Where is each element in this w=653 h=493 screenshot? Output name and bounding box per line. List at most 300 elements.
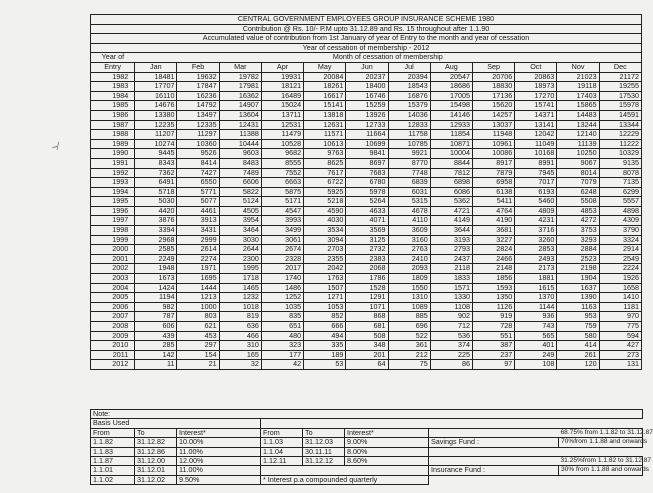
value-cell: 273 xyxy=(599,350,641,360)
entry-year: 2005 xyxy=(91,293,135,303)
value-cell: 86 xyxy=(430,360,472,370)
value-cell: 20547 xyxy=(430,72,472,82)
entry-year: 2008 xyxy=(91,322,135,332)
table-row xyxy=(91,130,642,140)
value-cell: 14676 xyxy=(135,101,177,111)
value-cell: 4853 xyxy=(557,206,599,216)
value-cell: 2300 xyxy=(219,254,261,264)
value-cell: 18121 xyxy=(261,82,303,92)
value-cell: 16362 xyxy=(219,91,261,101)
rate-interest: 11.00% xyxy=(177,466,261,475)
value-cell: 2999 xyxy=(177,235,219,245)
value-cell: 2884 xyxy=(557,245,599,255)
value-cell: 14371 xyxy=(515,110,557,120)
value-cell: 636 xyxy=(219,322,261,332)
value-cell: 8917 xyxy=(472,158,514,168)
value-cell: 11139 xyxy=(557,139,599,149)
value-cell: 7017 xyxy=(515,178,557,188)
rate-from: 1.1.82 xyxy=(91,438,135,447)
value-cell: 18973 xyxy=(515,82,557,92)
value-cell: 4309 xyxy=(599,216,641,226)
value-cell: 2466 xyxy=(472,254,514,264)
rate-from: 1.12.11 xyxy=(261,457,303,466)
rate-to: 31.12.03 xyxy=(303,438,345,447)
value-cell: 10785 xyxy=(388,139,430,149)
value-cell: 11854 xyxy=(430,130,472,140)
value-cell: 2914 xyxy=(599,245,641,255)
table-row xyxy=(91,178,642,188)
value-cell: 9445 xyxy=(135,149,177,159)
value-cell: 1310 xyxy=(388,293,430,303)
from-header: From xyxy=(261,428,303,437)
entry-year: 2004 xyxy=(91,283,135,293)
value-cell: 1410 xyxy=(599,293,641,303)
value-cell: 3644 xyxy=(430,226,472,236)
rate-interest: 10.00% xyxy=(177,438,261,447)
value-cell: 2410 xyxy=(388,254,430,264)
value-cell: 3227 xyxy=(472,235,514,245)
value-cell: 2493 xyxy=(515,254,557,264)
value-cell: 819 xyxy=(219,312,261,322)
rate-from: 1.1.83 xyxy=(91,447,135,456)
value-cell: 1507 xyxy=(304,283,346,293)
value-cell: 12229 xyxy=(599,130,641,140)
value-cell: 8991 xyxy=(515,158,557,168)
value-cell: 3954 xyxy=(219,216,261,226)
value-cell: 16617 xyxy=(304,91,346,101)
value-cell: 1144 xyxy=(515,302,557,312)
value-cell: 7879 xyxy=(472,168,514,178)
month-header: May xyxy=(304,62,346,72)
value-cell: 3716 xyxy=(515,226,557,236)
value-cell: 5362 xyxy=(430,197,472,207)
value-cell: 11049 xyxy=(515,139,557,149)
value-cell: 3534 xyxy=(304,226,346,236)
value-cell: 7427 xyxy=(177,168,219,178)
value-cell: 64 xyxy=(346,360,388,370)
value-cell: 97 xyxy=(472,360,514,370)
value-cell: 11571 xyxy=(304,130,346,140)
value-cell: 1550 xyxy=(388,283,430,293)
value-cell: 3499 xyxy=(261,226,303,236)
value-cell: 17005 xyxy=(430,91,472,101)
value-cell: 8343 xyxy=(135,158,177,168)
value-cell: 775 xyxy=(599,322,641,332)
value-cell: 1000 xyxy=(177,302,219,312)
month-header: Sep xyxy=(472,62,514,72)
value-cell: 3876 xyxy=(135,216,177,226)
value-cell: 5030 xyxy=(135,197,177,207)
value-cell: 18481 xyxy=(135,72,177,82)
value-cell: 3394 xyxy=(135,226,177,236)
value-cell: 6138 xyxy=(472,187,514,197)
value-cell: 1995 xyxy=(219,264,261,274)
table-row xyxy=(91,158,642,168)
value-cell: 348 xyxy=(346,341,388,351)
value-cell: 439 xyxy=(135,331,177,341)
value-cell: 3260 xyxy=(515,235,557,245)
value-cell: 1673 xyxy=(135,274,177,284)
value-cell: 387 xyxy=(472,341,514,351)
rate-from: 1.1.02 xyxy=(91,475,135,484)
value-cell: 20084 xyxy=(304,72,346,82)
value-cell: 9067 xyxy=(557,158,599,168)
value-cell: 6663 xyxy=(261,178,303,188)
value-cell: 1035 xyxy=(261,302,303,312)
value-cell: 225 xyxy=(430,350,472,360)
value-cell: 666 xyxy=(304,322,346,332)
value-cell: 1695 xyxy=(177,274,219,284)
value-cell: 16876 xyxy=(388,91,430,101)
value-cell: 6248 xyxy=(557,187,599,197)
value-cell: 1089 xyxy=(388,302,430,312)
contribution-rate: Contribution @ Rs. 10/- P.M upto 31.12.89 and Rs. 15 throughout after 1.1.90 xyxy=(91,24,642,34)
value-cell: 11 xyxy=(135,360,177,370)
value-cell: 4190 xyxy=(472,216,514,226)
to-header: To xyxy=(135,428,177,437)
value-cell: 3324 xyxy=(599,235,641,245)
value-cell: 1213 xyxy=(177,293,219,303)
accumulated-note: Accumulated value of contribution from 1st January of year of Entry to the month and year of cessation xyxy=(91,34,642,44)
value-cell: 1718 xyxy=(219,274,261,284)
value-cell: 15741 xyxy=(515,101,557,111)
value-cell: 6299 xyxy=(599,187,641,197)
value-cell: 14146 xyxy=(430,110,472,120)
value-cell: 2763 xyxy=(388,245,430,255)
entry-year: 1998 xyxy=(91,226,135,236)
table-row xyxy=(91,226,642,236)
value-cell: 8697 xyxy=(346,158,388,168)
value-cell: 10274 xyxy=(135,139,177,149)
rate-interest: 11.00% xyxy=(177,447,261,456)
value-cell: 11222 xyxy=(599,139,641,149)
value-cell: 594 xyxy=(599,331,641,341)
value-cell: 5264 xyxy=(346,197,388,207)
value-cell: 19632 xyxy=(177,72,219,82)
value-cell: 7812 xyxy=(430,168,472,178)
insurance-rate-1: 31.25%from 1.1.82 to 31.12.87 xyxy=(560,457,652,465)
value-cell: 142 xyxy=(135,350,177,360)
value-cell: 1271 xyxy=(304,293,346,303)
table-row xyxy=(91,293,642,303)
rate-to: 31.12.02 xyxy=(135,475,177,484)
value-cell: 1786 xyxy=(346,274,388,284)
value-cell: 20706 xyxy=(472,72,514,82)
value-cell: 4590 xyxy=(304,206,346,216)
value-cell: 17847 xyxy=(177,82,219,92)
value-cell: 12833 xyxy=(388,120,430,130)
value-cell: 20863 xyxy=(515,72,557,82)
rate-interest: 9.50% xyxy=(177,475,261,484)
value-cell: 10961 xyxy=(472,139,514,149)
month-header: Oct xyxy=(515,62,557,72)
value-cell: 8014 xyxy=(557,168,599,178)
value-cell: 7135 xyxy=(599,178,641,188)
savings-fund-label: Savings Fund : xyxy=(429,438,559,447)
value-cell: 13344 xyxy=(599,120,641,130)
value-cell: 1465 xyxy=(219,283,261,293)
value-cell: 3993 xyxy=(261,216,303,226)
value-cell: 14792 xyxy=(177,101,219,111)
value-cell: 5218 xyxy=(304,197,346,207)
value-cell: 2042 xyxy=(304,264,346,274)
value-cell: 6606 xyxy=(219,178,261,188)
value-cell: 1071 xyxy=(346,302,388,312)
value-cell: 18261 xyxy=(304,82,346,92)
value-cell: 953 xyxy=(557,312,599,322)
value-cell: 1881 xyxy=(515,274,557,284)
entry-year: 1986 xyxy=(91,110,135,120)
value-cell: 131 xyxy=(599,360,641,370)
value-cell: 7552 xyxy=(261,168,303,178)
value-cell: 10528 xyxy=(261,139,303,149)
cessation-month: Month of cessation of membership xyxy=(135,53,642,63)
value-cell: 323 xyxy=(261,341,303,351)
value-cell: 17403 xyxy=(557,91,599,101)
value-cell: 13037 xyxy=(472,120,514,130)
value-cell: 1637 xyxy=(557,283,599,293)
value-cell: 21172 xyxy=(599,72,641,82)
value-cell: 1444 xyxy=(177,283,219,293)
value-cell: 212 xyxy=(388,350,430,360)
value-cell: 681 xyxy=(346,322,388,332)
value-cell: 13711 xyxy=(261,110,303,120)
value-cell: 1350 xyxy=(472,293,514,303)
value-cell: 651 xyxy=(261,322,303,332)
entry-year: 1982 xyxy=(91,72,135,82)
value-cell: 2968 xyxy=(135,235,177,245)
value-cell: 1615 xyxy=(515,283,557,293)
value-cell: 803 xyxy=(177,312,219,322)
value-cell: 480 xyxy=(261,331,303,341)
entry-year: 2003 xyxy=(91,274,135,284)
value-cell: 3464 xyxy=(219,226,261,236)
value-cell: 1053 xyxy=(304,302,346,312)
entry-label-1: Year of xyxy=(91,53,135,63)
entry-year: 1989 xyxy=(91,139,135,149)
value-cell: 3061 xyxy=(261,235,303,245)
value-cell: 565 xyxy=(515,331,557,341)
month-header: Mar xyxy=(219,62,261,72)
value-cell: 53 xyxy=(304,360,346,370)
value-cell: 1252 xyxy=(261,293,303,303)
value-cell: 8770 xyxy=(388,158,430,168)
value-cell: 17981 xyxy=(219,82,261,92)
value-cell: 249 xyxy=(515,350,557,360)
month-header: Dec xyxy=(599,62,641,72)
value-cell: 75 xyxy=(388,360,430,370)
table-row xyxy=(91,341,642,351)
value-cell: 2249 xyxy=(135,254,177,264)
value-cell: 466 xyxy=(219,331,261,341)
value-cell: 13244 xyxy=(557,120,599,130)
value-cell: 4420 xyxy=(135,206,177,216)
rate-to: 31.12.00 xyxy=(135,457,177,466)
entry-year: 2010 xyxy=(91,341,135,351)
entry-year: 1985 xyxy=(91,101,135,111)
value-cell: 5557 xyxy=(599,197,641,207)
value-cell: 12631 xyxy=(304,120,346,130)
value-cell: 1809 xyxy=(388,274,430,284)
value-cell: 885 xyxy=(388,312,430,322)
value-cell: 2093 xyxy=(388,264,430,274)
value-cell: 9526 xyxy=(177,149,219,159)
value-cell: 12933 xyxy=(430,120,472,130)
value-cell: 5411 xyxy=(472,197,514,207)
entry-year: 1990 xyxy=(91,149,135,159)
value-cell: 17707 xyxy=(135,82,177,92)
entry-year: 1993 xyxy=(91,178,135,188)
basis-label: Basis Used xyxy=(91,419,261,428)
entry-year: 1999 xyxy=(91,235,135,245)
value-cell: 2148 xyxy=(472,264,514,274)
value-cell: 5771 xyxy=(177,187,219,197)
value-cell: 20237 xyxy=(346,72,388,82)
value-cell: 19118 xyxy=(557,82,599,92)
value-cell: 11207 xyxy=(135,130,177,140)
value-cell: 16110 xyxy=(135,91,177,101)
value-cell: 6839 xyxy=(388,178,430,188)
value-cell: 10699 xyxy=(346,139,388,149)
value-cell: 120 xyxy=(557,360,599,370)
value-cell: 1571 xyxy=(430,283,472,293)
entry-year: 1991 xyxy=(91,158,135,168)
value-cell: 919 xyxy=(472,312,514,322)
value-cell: 1291 xyxy=(346,293,388,303)
value-cell: 3609 xyxy=(388,226,430,236)
entry-year: 1984 xyxy=(91,91,135,101)
value-cell: 712 xyxy=(430,322,472,332)
month-header: Nov xyxy=(557,62,599,72)
value-cell: 1018 xyxy=(219,302,261,312)
value-cell: 3913 xyxy=(177,216,219,226)
entry-year: 1988 xyxy=(91,130,135,140)
value-cell: 11664 xyxy=(346,130,388,140)
table-row xyxy=(91,149,642,159)
value-cell: 7079 xyxy=(557,178,599,188)
value-cell: 13380 xyxy=(135,110,177,120)
value-cell: 13497 xyxy=(177,110,219,120)
value-cell: 4030 xyxy=(304,216,346,226)
entry-year: 1994 xyxy=(91,187,135,197)
table-row xyxy=(91,245,642,255)
rate-from: 1.1.01 xyxy=(91,466,135,475)
value-cell: 2437 xyxy=(430,254,472,264)
value-cell: 5460 xyxy=(515,197,557,207)
value-cell: 177 xyxy=(261,350,303,360)
value-cell: 2274 xyxy=(177,254,219,264)
value-cell: 21 xyxy=(177,360,219,370)
value-cell: 12042 xyxy=(515,130,557,140)
value-cell: 12335 xyxy=(177,120,219,130)
value-cell: 12235 xyxy=(135,120,177,130)
value-cell: 787 xyxy=(135,312,177,322)
value-cell: 401 xyxy=(515,341,557,351)
value-cell: 6193 xyxy=(515,187,557,197)
value-cell: 4678 xyxy=(388,206,430,216)
value-cell: 1126 xyxy=(472,302,514,312)
value-cell: 508 xyxy=(346,331,388,341)
value-cell: 9682 xyxy=(261,149,303,159)
value-cell: 2793 xyxy=(430,245,472,255)
value-cell: 12733 xyxy=(346,120,388,130)
value-cell: 1232 xyxy=(219,293,261,303)
value-cell: 1658 xyxy=(599,283,641,293)
value-cell: 8078 xyxy=(599,168,641,178)
value-cell: 7362 xyxy=(135,168,177,178)
table-row xyxy=(91,274,642,284)
from-header: From xyxy=(91,428,135,437)
value-cell: 2173 xyxy=(515,264,557,274)
value-cell: 5508 xyxy=(557,197,599,207)
rate-interest: 12.00% xyxy=(177,457,261,466)
pen-mark: ~⁄ xyxy=(50,141,62,154)
value-cell: 10168 xyxy=(515,149,557,159)
value-cell: 1330 xyxy=(430,293,472,303)
rate-from: 1.1.03 xyxy=(261,438,303,447)
value-cell: 6086 xyxy=(430,187,472,197)
value-cell: 1163 xyxy=(557,302,599,312)
month-header: Aug xyxy=(430,62,472,72)
value-cell: 2732 xyxy=(346,245,388,255)
value-cell: 10613 xyxy=(304,139,346,149)
value-cell: 902 xyxy=(430,312,472,322)
entry-year: 1996 xyxy=(91,206,135,216)
insurance-rate-2: 30% from 1.1.88 and onwards xyxy=(559,466,643,475)
value-cell: 9841 xyxy=(346,149,388,159)
value-cell: 17530 xyxy=(599,91,641,101)
value-cell: 15498 xyxy=(430,101,472,111)
value-cell: 7617 xyxy=(304,168,346,178)
rate-from: 1.1.04 xyxy=(261,447,303,456)
value-cell: 1763 xyxy=(304,274,346,284)
rate-to: 30.11.11 xyxy=(303,447,345,456)
value-cell: 1856 xyxy=(472,274,514,284)
value-cell: 6722 xyxy=(304,178,346,188)
value-cell: 10444 xyxy=(219,139,261,149)
value-cell: 3790 xyxy=(599,226,641,236)
value-cell: 2853 xyxy=(515,245,557,255)
rate-interest: 8.60% xyxy=(345,457,429,466)
value-cell: 5315 xyxy=(388,197,430,207)
compounded-note: * Interest p.a compounded quarterly xyxy=(261,475,429,484)
value-cell: 427 xyxy=(599,341,641,351)
notes-section xyxy=(90,409,653,485)
entry-year: 1987 xyxy=(91,120,135,130)
value-cell: 4764 xyxy=(472,206,514,216)
value-cell: 14257 xyxy=(472,110,514,120)
value-cell: 20394 xyxy=(388,72,430,82)
value-cell: 1904 xyxy=(557,274,599,284)
rate-from: 1.1.87 xyxy=(91,457,135,466)
value-cell: 17270 xyxy=(515,91,557,101)
rate-to: 31.12.12 xyxy=(303,457,345,466)
value-cell: 10329 xyxy=(599,149,641,159)
value-cell: 4071 xyxy=(346,216,388,226)
value-cell: 18400 xyxy=(346,82,388,92)
value-cell: 9921 xyxy=(388,149,430,159)
value-cell: 15024 xyxy=(261,101,303,111)
insurance-fund-label: Insurance Fund : xyxy=(429,466,559,475)
value-cell: 6031 xyxy=(388,187,430,197)
value-cell: 15620 xyxy=(472,101,514,111)
value-cell: 32 xyxy=(219,360,261,370)
entry-year: 2009 xyxy=(91,331,135,341)
value-cell: 4633 xyxy=(346,206,388,216)
value-cell: 8414 xyxy=(177,158,219,168)
value-cell: 10004 xyxy=(430,149,472,159)
entry-year: 1997 xyxy=(91,216,135,226)
